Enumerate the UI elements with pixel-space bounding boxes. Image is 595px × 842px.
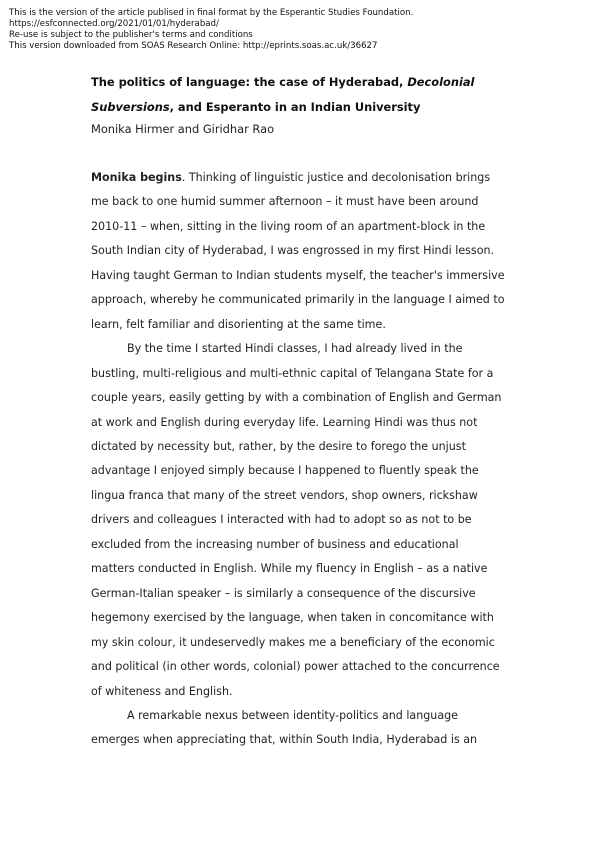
paragraph-line: [91, 166, 507, 190]
article-body: [91, 166, 507, 753]
paragraph-line: dictated by necessity but, rather, by the desire to forego the unjust: [91, 439, 466, 453]
notice-url-line: https://esfconnected.org/2021/01/01/hyderabad/: [9, 19, 219, 29]
paragraph-line: hegemony exercised by the language, when taken in concomitance with: [91, 611, 494, 625]
paragraph-line: By the time I started Hindi classes, I had already lived in the: [127, 342, 463, 356]
notice-line: This is the version of the article publised in final format by the Esperantic Studies Foundation.: [9, 8, 414, 18]
title-text: , and Esperanto in an Indian University: [169, 99, 421, 114]
article-title: [91, 70, 511, 119]
paragraph-line: South Indian city of Hyderabad, I was engrossed in my first Hindi lesson.: [91, 244, 495, 258]
paragraph-line: at work and English during everyday life. Learning Hindi was thus not: [91, 415, 478, 429]
paragraph-line: my skin colour, it undeservedly makes me a beneficiary of the economic: [91, 635, 495, 649]
paragraph-line: and political (in other words, colonial) power attached to the concurrence: [91, 660, 500, 674]
title-italic: Subversions: [91, 99, 170, 114]
paragraph-line: matters conducted in English. While my fluency in English – as a native: [91, 562, 488, 576]
source-notice: [9, 8, 413, 52]
paragraph-line: lingua franca that many of the street vendors, shop owners, rickshaw: [91, 488, 478, 502]
paragraph-line: 2010-11 – when, sitting in the living room of an apartment-block in the: [91, 219, 486, 233]
paragraph-line: emerges when appreciating that, within South India, Hyderabad is an: [91, 733, 478, 747]
paragraph-line: German-Italian speaker – is similarly a consequence of the discursive: [91, 586, 476, 600]
paragraph-line: drivers and colleagues I interacted with had to adopt so as not to be: [91, 513, 472, 527]
paragraph-line: me back to one humid summer afternoon – it must have been around: [91, 195, 479, 209]
title-text: The politics of language: the case of Hyderabad,: [91, 75, 408, 89]
paragraph-line: bustling, multi-religious and multi-ethnic capital of Telangana State for a: [91, 366, 494, 380]
paragraph-line: learn, felt familiar and disorienting at the same time.: [91, 317, 386, 331]
paragraph-line: advantage I enjoyed simply because I happened to fluently speak the: [91, 464, 479, 478]
notice-line: This version downloaded from SOAS Research Online: http://eprints.soas.ac.uk/36627: [9, 41, 378, 51]
paragraph-line: approach, whereby he communicated primarily in the language I aimed to: [91, 293, 505, 307]
paragraph-line: A remarkable nexus between identity-politics and language: [127, 708, 459, 722]
paragraph-line: couple years, easily getting by with a combination of English and German: [91, 391, 502, 405]
paragraph-line: excluded from the increasing number of business and educational: [91, 537, 459, 551]
paragraph-line: of whiteness and English.: [91, 684, 233, 698]
article-authors: Monika Hirmer and Giridhar Rao: [91, 122, 275, 136]
lead-in: Monika begins: [91, 171, 182, 184]
paragraph-line: Having taught German to Indian students myself, the teacher's immersive: [91, 268, 505, 282]
line-text: . Thinking of linguistic justice and decolonisation brings: [181, 171, 491, 184]
title-italic: Decolonial: [407, 75, 475, 89]
notice-line: Re-use is subject to the publisher's terms and conditions: [9, 30, 253, 40]
